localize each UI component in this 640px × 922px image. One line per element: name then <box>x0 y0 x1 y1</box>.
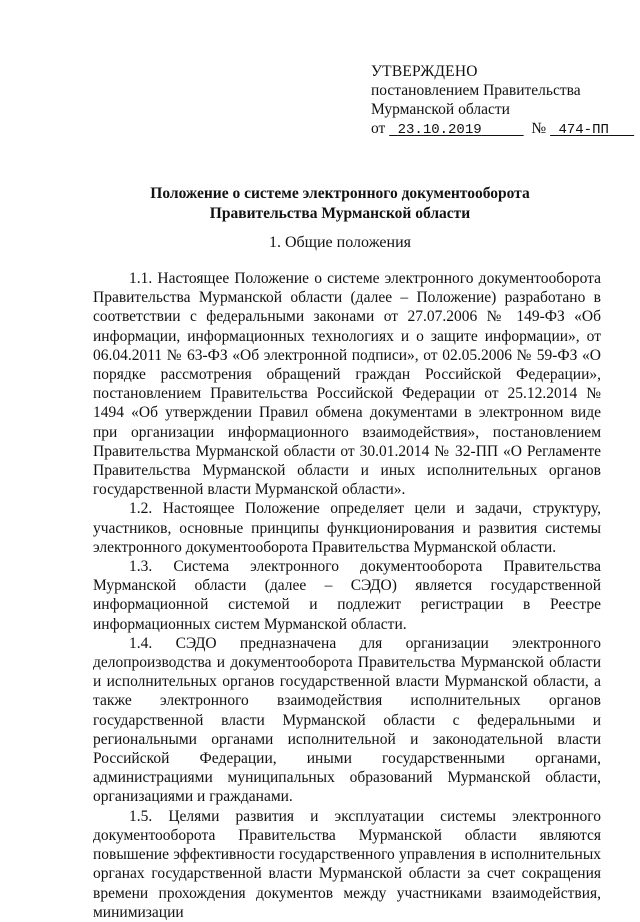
approval-number: 474-ПП <box>558 122 609 138</box>
document-body <box>93 269 601 922</box>
title-line: Положение о системе электронного документооборота <box>150 185 530 202</box>
approval-date: 23.10.2019 <box>397 122 482 138</box>
approval-heading: УТВЕРЖДЕНО <box>371 63 478 80</box>
paragraph: 1.5. Целями развития и эксплуатации системы электронного документооборота Правительства Мурманской области являются повышение эффективности государственного управления в исполнительных органах государственной власти Мурманской области за счет сокращения времени прохождения документов между участниками взаимодействия, минимизации <box>93 807 601 921</box>
approval-date-line <box>371 119 634 140</box>
paragraph: 1.4. СЭДО предназначена для организации электронного делопроизводства и документооборота Правительства Мурманской области и исполнительных органов государственной власти Мурманской области, а также электронного взаимодействия исполнительных органов государственной власти Мурманской области с федеральными и региональными органами исполнительной и законодательной власти Российской Федерации, иными государственными органами, администрациями муниципальных образований Мурманской области, организациями и гражданами. <box>93 634 601 806</box>
date-prefix: от <box>371 120 386 137</box>
paragraph: 1.3. Система электронного документооборота Правительства Мурманской области (далее – СЭДО) является государственной информационной системой и подлежит регистрации в Реестре информационных систем Мурманской области. <box>93 558 601 633</box>
number-prefix: № <box>531 120 547 137</box>
section-heading: 1. Общие положения <box>268 234 412 251</box>
document-title <box>80 184 600 224</box>
approval-line: Мурманской области <box>371 101 510 118</box>
approval-stamp <box>371 62 634 140</box>
title-line: Правительства Мурманской области <box>209 205 471 222</box>
paragraph: 1.2. Настоящее Положение определяет цели и задачи, структуру, участников, основные принципы функционирования и развития системы электронного документооборота Правительства Мурманской области. <box>93 500 601 556</box>
approval-line: постановлением Правительства <box>371 82 581 99</box>
paragraph: 1.1. Настоящее Положение о системе электронного документооборота Правительства Мурманской области (далее – Положение) разработано в соответствии с федеральными законами от 27.07.2006 № 149-ФЗ «Об информации, информационных технологиях и о защите информации», от 06.04.2011 № 63-ФЗ «Об электронной подписи», от 02.05.2006 № 59-ФЗ «О порядке рассмотрения обращений граждан Российской Федерации», постановлением Правительства Российской Федерации от 25.12.2014 № 1494 «Об утверждении Правил обмена документами в электронном виде при организации информационного взаимодействия», постановлением Правительства Мурманской области от 30.01.2014 № 32-ПП «О Регламенте Правительства Мурманской области и иных исполнительных органов государственной власти Мурманской области». <box>93 270 601 499</box>
